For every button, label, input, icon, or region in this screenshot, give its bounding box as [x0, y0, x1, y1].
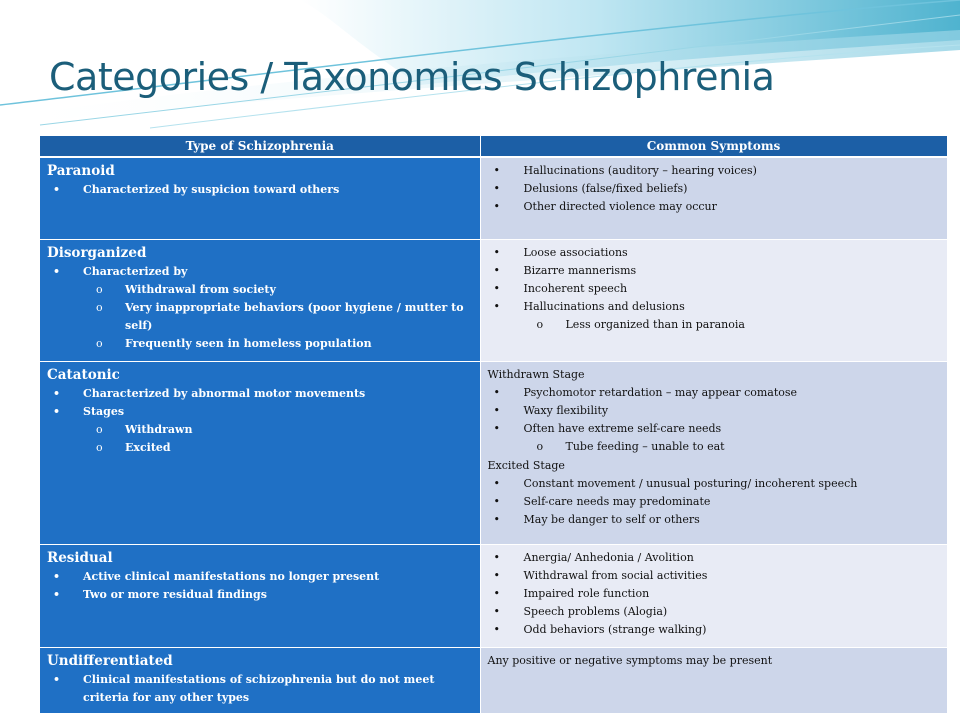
list-item: o Withdrawn — [47, 421, 472, 439]
symptom-list — [488, 549, 939, 640]
list-item: • Characterized by suspicion toward others — [47, 181, 472, 199]
list-item: • Psychomotor retardation – may appear comatose — [488, 384, 939, 402]
stage-label: Withdrawn Stage — [487, 367, 585, 381]
list-item: • Characterized by abnormal motor movements — [47, 385, 472, 403]
description-list — [47, 181, 472, 199]
list-item: • Impaired role function — [488, 585, 939, 603]
list-item: • Clinical manifestations of schizophrenia but do not meet criteria for any other types — [47, 671, 472, 707]
symptom-list — [488, 475, 939, 530]
type-cell — [40, 647, 480, 713]
type-cell — [40, 239, 480, 361]
type-name: Paranoid — [47, 163, 115, 179]
type-cell — [40, 157, 480, 239]
header-type: Type of Schizophrenia — [40, 136, 480, 157]
list-item — [47, 263, 472, 281]
list-item: • Speech problems (Alogia) — [488, 603, 939, 621]
symptoms-cell — [480, 239, 947, 361]
list-item: • Two or more residual findings — [47, 586, 472, 604]
list-item: • Stages — [47, 403, 472, 421]
list-item: o Less organized than in paranoia — [488, 316, 939, 334]
list-item: • Loose associations — [488, 244, 939, 262]
symptoms-cell — [480, 157, 947, 239]
type-cell — [40, 544, 480, 647]
symptoms-cell — [480, 647, 947, 713]
list-item: • Constant movement / unusual posturing/ incoherent speech — [488, 475, 939, 493]
list-item: o Tube feeding – unable to eat — [488, 438, 939, 456]
list-item: • Often have extreme self-care needs — [488, 420, 939, 438]
list-item: o Withdrawal from society — [47, 281, 472, 299]
symptom-list — [488, 384, 939, 439]
list-item: • Anergia/ Anhedonia / Avolition — [488, 549, 939, 567]
symptoms-cell — [480, 361, 947, 544]
table-row — [40, 647, 947, 713]
symptom-text: Any positive or negative symptoms may be present — [487, 653, 773, 667]
list-item: • Incoherent speech — [488, 280, 939, 298]
symptoms-cell — [480, 544, 947, 647]
stage-label: Excited Stage — [487, 458, 565, 472]
type-cell — [40, 361, 480, 544]
schizophrenia-table — [40, 136, 948, 714]
description-list — [47, 568, 472, 604]
list-item: • Active clinical manifestations no longer present — [47, 568, 472, 586]
table-row — [40, 157, 947, 239]
description-list — [47, 263, 472, 281]
list-item: • Self-care needs may predominate — [488, 493, 939, 511]
type-name: Catatonic — [47, 366, 120, 383]
table-header-row — [40, 136, 947, 157]
table-row — [40, 544, 947, 647]
description-sublist — [47, 281, 472, 353]
symptom-list — [488, 162, 939, 217]
symptom-sublist — [488, 316, 939, 334]
description-list — [47, 385, 472, 421]
list-item: • Hallucinations and delusions — [488, 298, 939, 316]
description-sublist — [47, 421, 472, 457]
type-name: Undifferentiated — [47, 652, 173, 669]
list-item: • Delusions (false/fixed beliefs) — [488, 180, 939, 198]
list-item: • Bizarre mannerisms — [488, 262, 939, 280]
type-name: Residual — [47, 549, 113, 566]
list-item-text: Characterized by — [83, 264, 188, 278]
table-row — [40, 361, 947, 544]
table-row — [40, 239, 947, 361]
list-item: • Waxy flexibility — [488, 402, 939, 420]
header-symptoms: Common Symptoms — [480, 136, 947, 157]
list-item: o Very inappropriate behaviors (poor hygiene / mutter to self) — [47, 299, 472, 335]
symptom-list — [488, 244, 939, 317]
list-item: • May be danger to self or others — [488, 511, 939, 529]
type-name: Disorganized — [47, 244, 147, 261]
description-list — [47, 671, 472, 707]
list-item: • Withdrawal from social activities — [488, 567, 939, 585]
list-item: o Excited — [47, 439, 472, 457]
slide-title: Categories / Taxonomies Schizophrenia — [49, 55, 775, 99]
list-item: o Frequently seen in homeless population — [47, 335, 472, 353]
list-item: • Odd behaviors (strange walking) — [488, 621, 939, 639]
list-item: • Other directed violence may occur — [488, 198, 939, 216]
list-item: • Hallucinations (auditory – hearing voices) — [488, 162, 939, 180]
symptom-sublist — [488, 438, 939, 456]
